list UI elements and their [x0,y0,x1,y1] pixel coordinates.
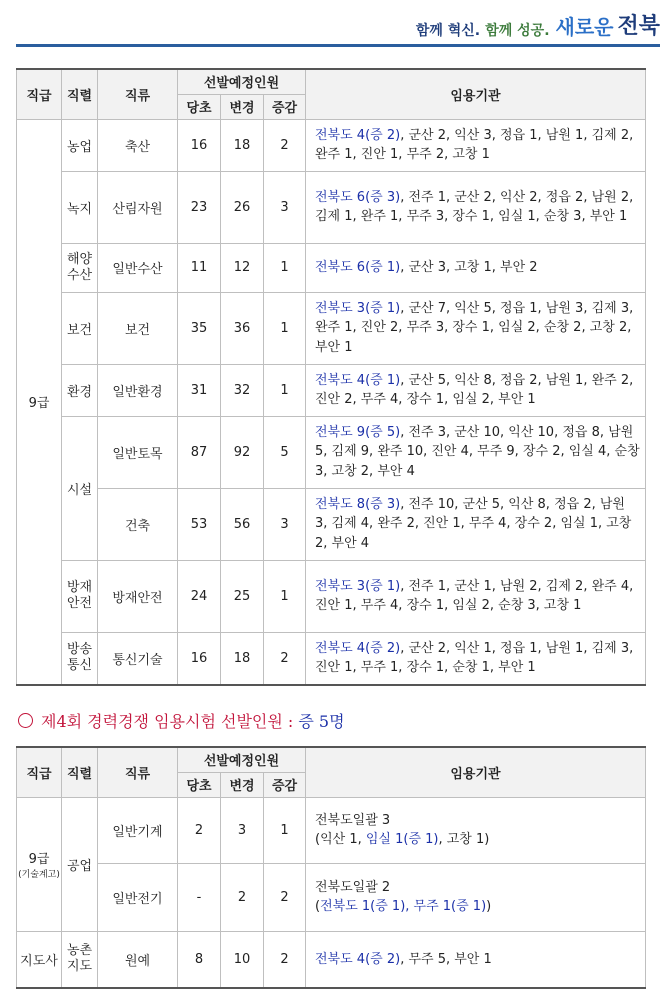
table-row [17,797,646,863]
category-cell: 일반환경 [98,364,178,416]
header-planned: 선발예정인원 [178,69,306,94]
agency-highlight: 전북도 9(증 5) [315,424,401,440]
agency-cell [306,797,646,863]
selection-table-2 [16,746,646,989]
category-cell: 일반기계 [98,797,178,863]
table-row [17,488,646,560]
changed-cell: 56 [221,488,264,560]
agency-cell [306,243,646,292]
agency-highlight: 전북도 6(증 1) [315,259,401,275]
series-cell: 해양 수산 [62,243,98,292]
agency-highlight: 전북도 4(증 2) [315,640,401,656]
category-cell: 보건 [98,292,178,364]
grade-main: 9급 [28,852,50,867]
series-cell: 녹지 [62,171,98,243]
original-cell: 16 [178,632,221,685]
header-agency: 임용기관 [306,69,646,119]
table-row [17,863,646,931]
original-cell: 16 [178,119,221,171]
header-category: 직류 [98,69,178,119]
changed-cell: 25 [221,560,264,632]
header-original: 당초 [178,94,221,119]
agency-text: , 군산 2, 익산 1, 정읍 1, 남원 1, 김제 3, 진안 1, 무주 1, 장수 1, 순창 1, 부안 1 [315,640,634,676]
slogan-part-3: 새로운 [555,15,614,39]
agency-highlight: 전북도 3(증 1) [315,578,401,594]
agency-text: , 전주 10, 군산 5, 익산 8, 정읍 2, 남원 3, 김제 4, 완주 2, 진안 1, 무주 4, 장수 2, 임실 1, 고창 2, 부안 4 [315,496,632,551]
agency-cell [306,119,646,171]
circle-bullet-icon [18,713,33,728]
agency-cell [306,292,646,364]
agency-text: , 전주 1, 군산 1, 남원 2, 김제 2, 완주 4, 진안 1, 무주 4, 장수 1, 임실 2, 순창 3, 고창 1 [315,578,634,613]
original-cell: 8 [178,931,221,988]
agency-cell [306,416,646,488]
agency-highlight: 전북도 4(증 2) [315,951,401,967]
agency-text: , 고창 1) [438,832,490,847]
original-cell: 2 [178,797,221,863]
agency-highlight: 전북도 4(증 1) [315,372,401,388]
slogan-part-2: 함께 성공. [485,23,550,39]
agency-cell [306,171,646,243]
changed-cell: 32 [221,364,264,416]
agency-text: , 전주 3, 군산 10, 익산 10, 정읍 8, 남원 5, 김제 9, 완주 10, 진안 4, 무주 9, 장수 2, 임실 4, 순창 3, 고창 2, 부안 4 [315,424,640,479]
header-grade: 직급 [17,747,62,797]
agency-text: ) [486,899,492,914]
slogan-part-1: 함께 혁신. [415,23,481,39]
table-row [17,171,646,243]
changed-cell: 26 [221,171,264,243]
diff-cell: 2 [264,119,306,171]
table-row [17,632,646,685]
grade-cell: 지도사 [17,931,62,988]
original-cell: - [178,863,221,931]
series-cell: 환경 [62,364,98,416]
table-row [17,119,646,171]
category-cell: 일반토목 [98,416,178,488]
header-grade: 직급 [17,69,62,119]
diff-cell: 2 [264,632,306,685]
table-row [17,292,646,364]
agency-cell [306,863,646,931]
original-cell: 23 [178,171,221,243]
series-cell: 방재 안전 [62,560,98,632]
selection-table-1 [16,68,646,686]
agency-highlight: 전북도 6(증 3) [315,189,401,205]
header-series: 직렬 [62,69,98,119]
agency-cell [306,931,646,988]
header-changed: 변경 [221,94,264,119]
agency-highlight: 임실 1(증 1) [365,832,439,847]
series-cell: 보건 [62,292,98,364]
category-cell: 건축 [98,488,178,560]
section-highlight: 증 5명 [298,712,345,731]
diff-cell: 1 [264,364,306,416]
grade-sub: (기술계고) [18,870,60,880]
original-cell: 24 [178,560,221,632]
agency-highlight: 전북도 3(증 1) [315,300,401,316]
agency-text: (익산 1, [315,832,366,847]
original-cell: 53 [178,488,221,560]
category-cell: 산림자원 [98,171,178,243]
category-cell: 통신기술 [98,632,178,685]
table-row [17,243,646,292]
original-cell: 35 [178,292,221,364]
grade-cell [17,797,62,931]
table-row [17,931,646,988]
changed-cell: 36 [221,292,264,364]
diff-cell: 2 [264,931,306,988]
slogan [416,14,660,40]
header-original: 당초 [178,772,221,797]
agency-cell [306,632,646,685]
agency-line-1: 전북도일괄 3 [315,812,391,828]
series-cell: 시설 [62,416,98,560]
changed-cell: 18 [221,632,264,685]
grade-cell: 9급 [17,119,62,685]
agency-cell [306,560,646,632]
original-cell: 31 [178,364,221,416]
header-series: 직렬 [62,747,98,797]
agency-highlight: 전북도 1(증 1), 무주 1(증 1) [320,899,487,914]
header-diff: 증감 [264,772,306,797]
header-agency: 임용기관 [306,747,646,797]
category-cell: 일반수산 [98,243,178,292]
changed-cell: 18 [221,119,264,171]
changed-cell: 3 [221,797,264,863]
agency-highlight: 전북도 8(증 3) [315,496,401,512]
category-cell: 방재안전 [98,560,178,632]
diff-cell: 1 [264,243,306,292]
category-cell: 원예 [98,931,178,988]
table-row [17,416,646,488]
changed-cell: 10 [221,931,264,988]
agency-text: , 군산 2, 익산 3, 정읍 1, 남원 1, 김제 2, 완주 1, 진안 1, 무주 2, 고창 1 [315,127,634,162]
agency-text: , 전주 1, 군산 2, 익산 2, 정읍 2, 남원 2, 김제 1, 완주 1, 무주 3, 장수 1, 임실 1, 순창 3, 부안 1 [315,189,634,224]
header-planned: 선발예정인원 [178,747,306,772]
table-row [17,560,646,632]
diff-cell: 1 [264,292,306,364]
original-cell: 11 [178,243,221,292]
category-cell: 축산 [98,119,178,171]
table-row [17,364,646,416]
changed-cell: 92 [221,416,264,488]
diff-cell: 3 [264,488,306,560]
diff-cell: 1 [264,560,306,632]
diff-cell: 1 [264,797,306,863]
header-category: 직류 [98,747,178,797]
category-cell: 일반전기 [98,863,178,931]
agency-text: ( [315,899,321,914]
agency-text: , 군산 7, 익산 5, 정읍 1, 남원 3, 김제 3, 완주 1, 진안 2, 무주 3, 장수 1, 임실 2, 순창 2, 고창 2, 부안 1 [315,300,634,355]
section-heading [18,709,345,732]
agency-cell [306,364,646,416]
agency-line-1: 전북도일괄 2 [315,879,391,895]
agency-text: , 군산 5, 익산 8, 정읍 2, 남원 1, 완주 2, 진안 2, 무주 4, 장수 1, 임실 2, 부안 1 [315,372,634,407]
section-title: 제4회 경력경쟁 임용시험 선발인원 : [41,712,299,731]
agency-cell [306,488,646,560]
diff-cell: 3 [264,171,306,243]
series-cell: 농업 [62,119,98,171]
changed-cell: 2 [221,863,264,931]
diff-cell: 2 [264,863,306,931]
diff-cell: 5 [264,416,306,488]
header-diff: 증감 [264,94,306,119]
series-cell: 방송 통신 [62,632,98,685]
series-cell: 공업 [62,797,98,931]
header-changed: 변경 [221,772,264,797]
original-cell: 87 [178,416,221,488]
series-cell: 농촌 지도 [62,931,98,988]
agency-text: , 무주 5, 부안 1 [400,951,492,967]
changed-cell: 12 [221,243,264,292]
agency-text: , 군산 3, 고창 1, 부안 2 [400,259,538,275]
agency-highlight: 전북도 4(증 2) [315,127,401,143]
slogan-part-4: 전북 [617,14,660,39]
header-rule [16,44,660,47]
